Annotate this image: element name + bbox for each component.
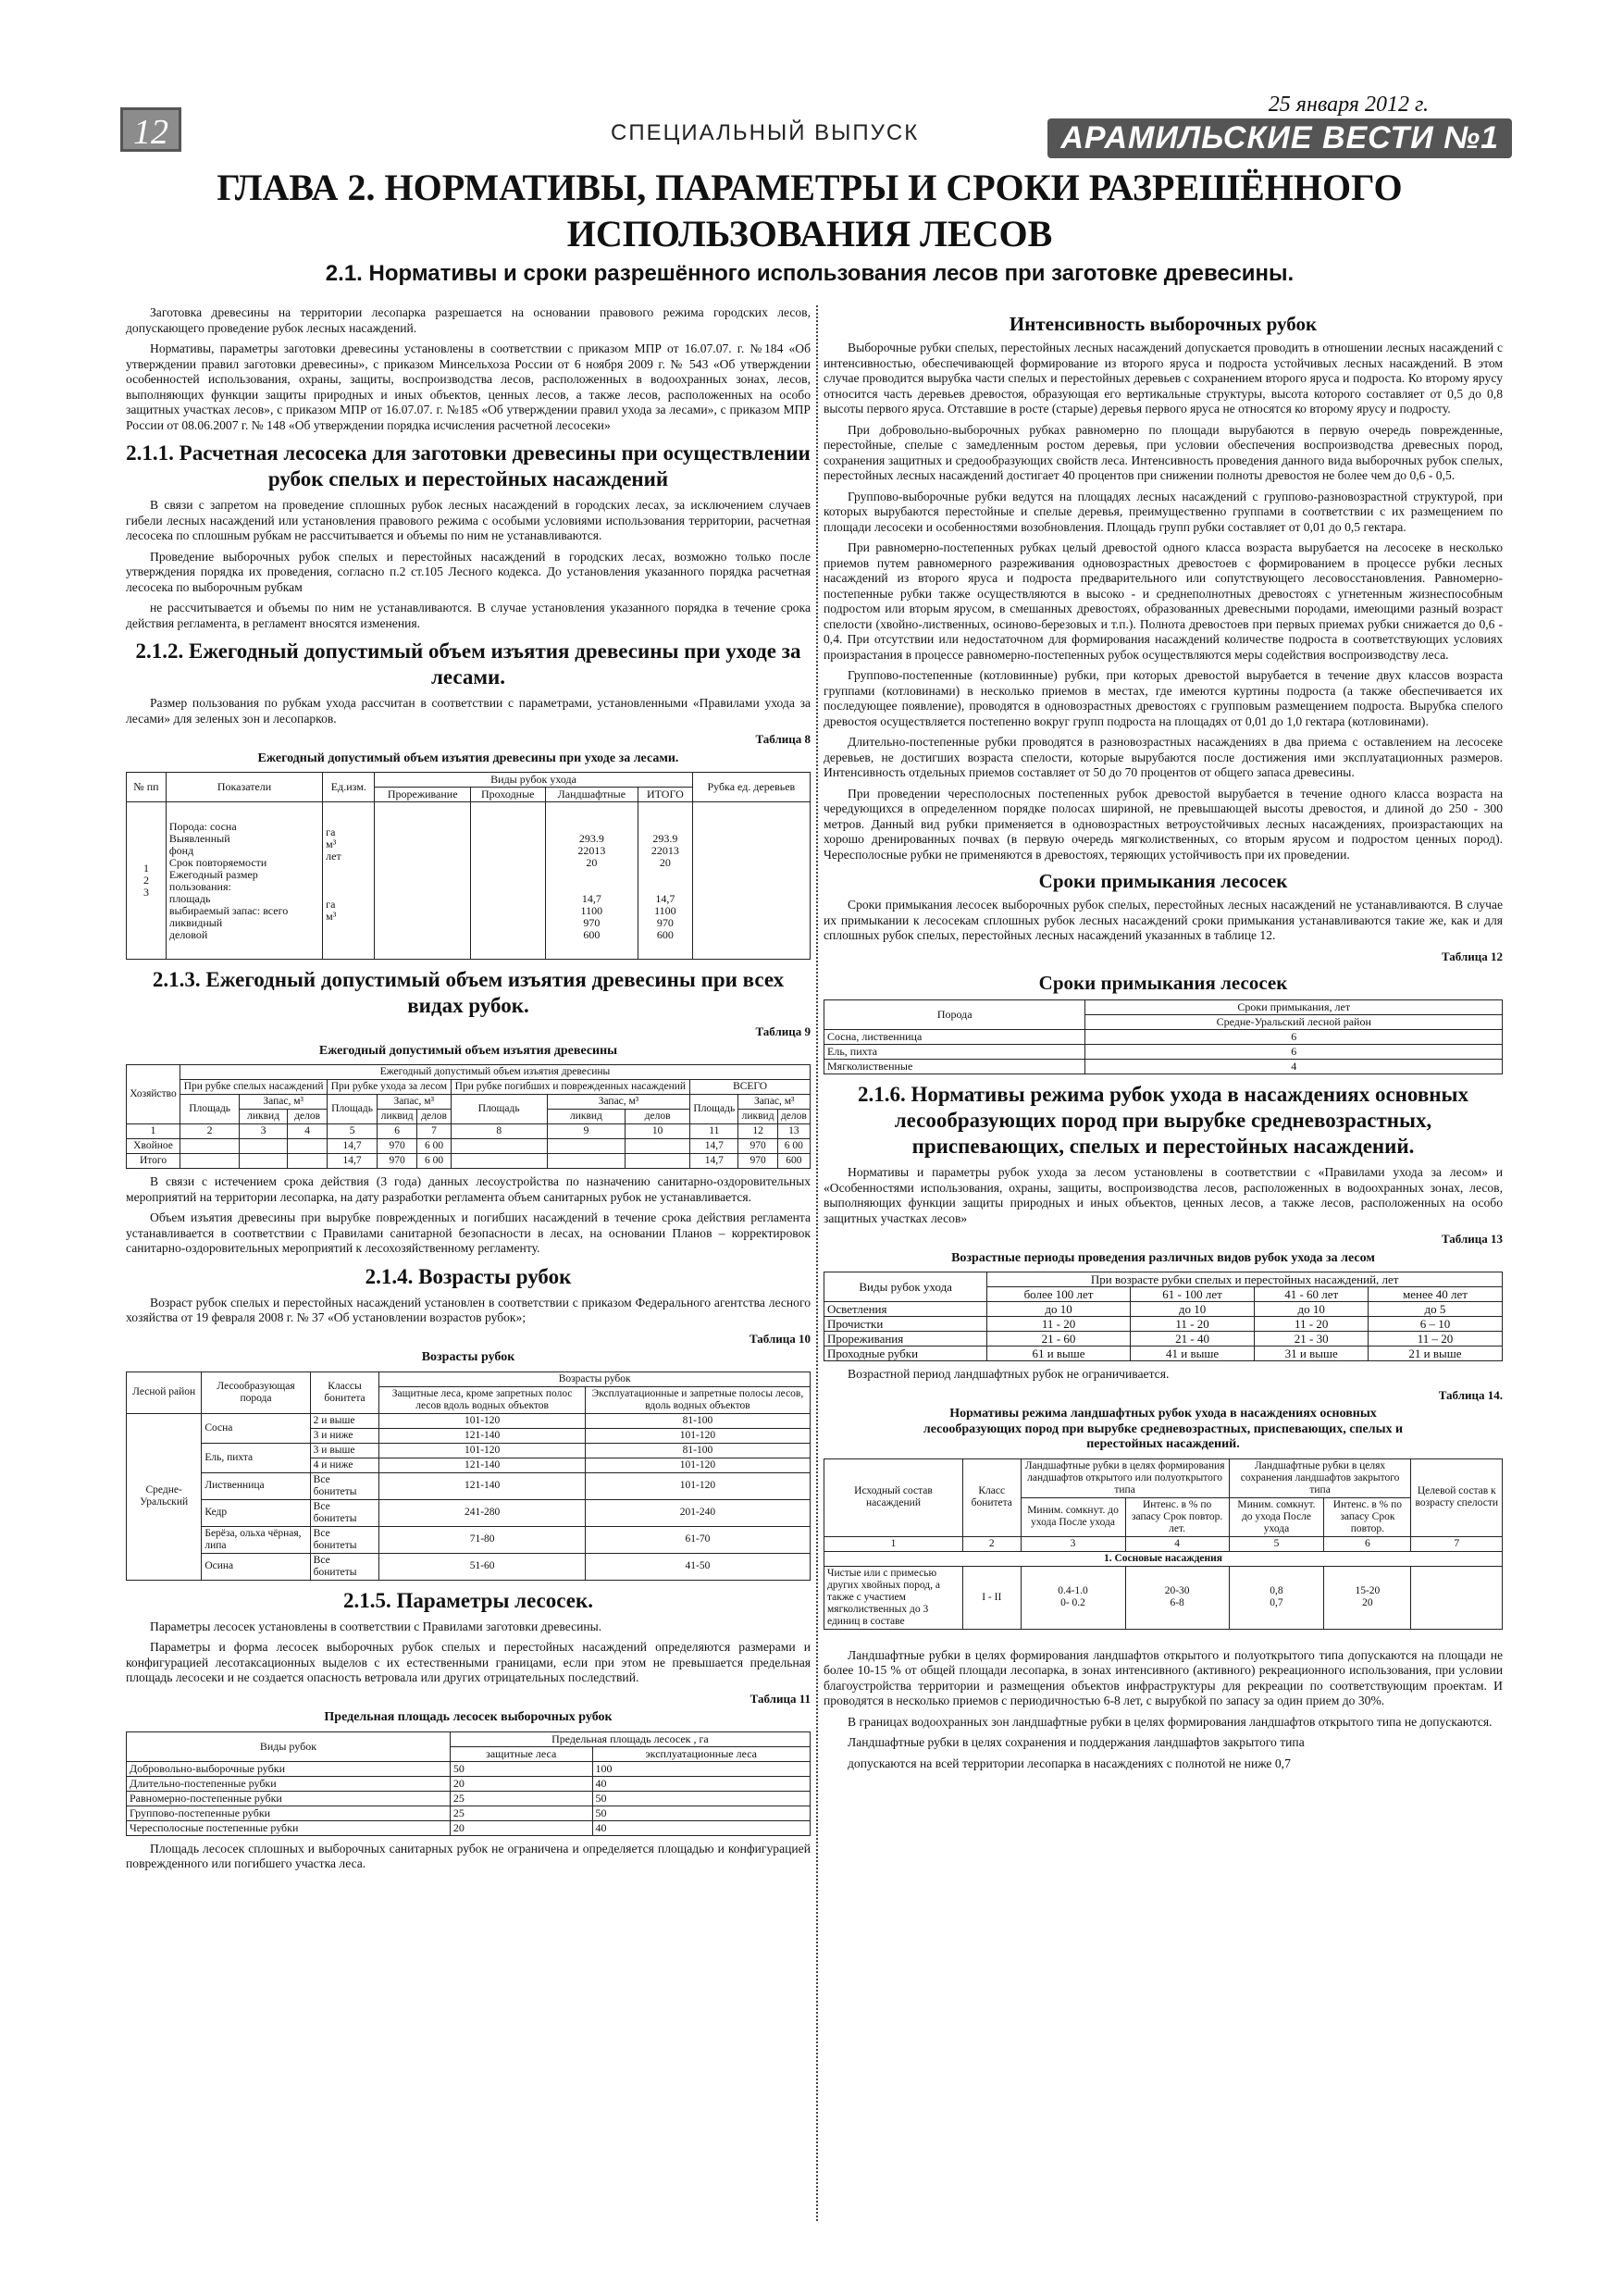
table-header: делов — [777, 1110, 810, 1124]
table-header: Лесной район — [127, 1371, 202, 1413]
table-cell: га м³ лет га м³ — [323, 802, 375, 960]
table-cell: 8 — [451, 1124, 547, 1139]
table-cell — [288, 1139, 328, 1154]
table-12 — [824, 999, 1503, 1074]
table-cell: 41-50 — [585, 1553, 810, 1580]
table-cell: 11 - 20 — [1130, 1317, 1255, 1332]
table-cell: 14,7 — [328, 1139, 378, 1154]
table-header: Хозяйство — [127, 1065, 180, 1124]
table-cell — [626, 1154, 690, 1169]
table-cell: 293.9 22013 20 14,7 1100 970 600 — [545, 802, 638, 960]
table-cell: 293.9 22013 20 14,7 1100 970 600 — [638, 802, 693, 960]
table-cell: 7 — [417, 1124, 451, 1139]
table-header: Эксплуатационные и запретные полосы лесов, вдоль водных объектов — [585, 1386, 810, 1413]
table-cell: 15-20 20 — [1324, 1566, 1411, 1629]
table-header: Предельная площадь лесосек , га — [450, 1731, 810, 1746]
paragraph: В границах водоохранных зон ландшафтные рубки в целях формирования ландшафтов открытого типа не допускаются. — [848, 1714, 1493, 1729]
paragraph: Группово-постепенные (котловинные) рубки, при которых древостой вырубается в течение двух классов возраста группами (котловинами) в несколько приемов в местах, где имеются куртины подроста (а также обеспечивается их последующее появление), проводятся в одновозрастных древостоях с групповым размещением подроста. Вырубка спелого древостоя осуществляется постепенно вокруг групп подроста на площадях от 0,01 до 1,0 гектара (котловинами). — [824, 668, 1503, 728]
table-cell: 101-120 — [585, 1458, 810, 1472]
paragraph: Длительно-постепенные рубки проводятся в разновозрастных насаждениях в два приема с оставлением на лесосеке деревьев, не достигших возраста спелости, которые вырубаются после достижения ими эксплуатационных размеров. Интенсивность отдельных приемов составляет от 50 до 70 процентов от общего запаса древесины. — [824, 735, 1503, 779]
table-header: делов — [626, 1110, 690, 1124]
subsection-heading: Интенсивность выборочных рубок — [1009, 313, 1318, 335]
table-cell: 21 и выше — [1368, 1347, 1502, 1361]
subsection-heading: 2.1.1. Расчетная лесосека для заготовки древесины при осуществлении рубок спелых и перестойных насаждений — [126, 441, 811, 490]
table-cell — [288, 1154, 328, 1169]
table-cell: 13 — [777, 1124, 810, 1139]
table-cell: до 10 — [1130, 1302, 1255, 1317]
table-cell: 2 — [963, 1536, 1022, 1551]
table-cell: 50 — [592, 1806, 810, 1820]
table-header: более 100 лет — [987, 1287, 1130, 1302]
table-header: Сроки примыкания, лет — [1085, 1000, 1503, 1015]
table-header: Площадь — [690, 1095, 738, 1124]
paragraph: При проведении чересполосных постепенных рубок древостой вырубается в течение одного класса возраста на чередующихся в определенном порядке полосах шириной, не превышающей высоты древостоя, и длиной до 250 - 300 метров. Данный вид рубки применяется в одновозрастных ветроустойчивых лесных насаждениях, произрастающих на хорошо дренированных почвах (в первую очередь мягколиственных, со вторым ярусом и подростом ценных пород). Чересполосные рубки не применяются в древостоях, теряющих устойчивость при их проведении. — [824, 786, 1503, 862]
paragraph: Ландшафтные рубки в целях формирования ландшафтов открытого и полуоткрытого типа допускаются на площади не более 10-15 % от общей площади лесопарка, в зонах интенсивного (активного) рекреационного использования, при условии благоустройства территории и размещения объектов инфраструктуры для рекреации по соответствующим проектам. И проводятся в несколько приемов с периодичностью 6-8 лет, с вырубкой по запасу за один прием до 30%. — [824, 1647, 1503, 1707]
table-cell: Мягколиственные — [824, 1060, 1085, 1074]
table-cell: 20 — [450, 1820, 592, 1835]
table-header: Запас, м³ — [738, 1095, 811, 1110]
table-cell: 6 00 — [417, 1139, 451, 1154]
table-9 — [126, 1064, 811, 1169]
table-cell: 3 и ниже — [310, 1428, 379, 1443]
table-cell: 41 и выше — [1130, 1347, 1255, 1361]
table-cell: 5 — [328, 1124, 378, 1139]
table-cell: 4 и ниже — [310, 1458, 379, 1472]
table-header: ВСЕГО — [690, 1080, 811, 1095]
table-header: Целевой состав к возрасту спелости — [1411, 1458, 1503, 1536]
paragraph: Заготовка древесины на территории лесопарка разрешается на основании правового режима городских лесов, допускающего проведение рубок лесных насаждений. — [126, 305, 811, 335]
table-header: ликвид — [738, 1110, 777, 1124]
table-cell: до 5 — [1368, 1302, 1502, 1317]
table-cell — [547, 1139, 625, 1154]
table-header: менее 40 лет — [1368, 1287, 1502, 1302]
table-header: Миним. сомкнут. до ухода После ухода — [1229, 1497, 1324, 1536]
table-label: Таблица 13 — [1441, 1232, 1503, 1246]
table-header: Площадь — [451, 1095, 547, 1124]
table-cell: Сосна — [202, 1413, 310, 1443]
table-cell: 11 - 20 — [1255, 1317, 1369, 1332]
table-14 — [824, 1458, 1503, 1630]
table-cell: Порода: сосна Выявленный фонд Срок повторяемости Ежегодный размер пользования: площадь выбираемый запас: всего ликвидный деловой — [166, 802, 322, 960]
table-cell: 50 — [592, 1791, 810, 1806]
paragraph: Выборочные рубки спелых, перестойных лесных насаждений допускается проводить в отношении лесных насаждений с интенсивностью, обеспечивающей формирование из второго яруса и подроста устойчивых лесных насаждений. В этом случае проводится вырубка части спелых и перестойных деревьев с сохранением второго яруса и подроста. Ко второму ярусу относится часть деревьев древостоя, образующая его вертикальные структуры, высота которого составляет от 0,5 до 0,8 высоты первого яруса. Отставшие в росте (старые) деревья первого яруса не относятся ко второму ярусу и подросту. — [824, 341, 1503, 416]
table-cell: 6 — [1085, 1030, 1503, 1045]
table-cell: 3 и выше — [310, 1443, 379, 1458]
table-header: При рубке спелых насаждений — [180, 1080, 328, 1095]
table-header: Показатели — [166, 773, 322, 802]
table-cell — [180, 1154, 240, 1169]
table-header: Миним. сомкнут. до ухода После ухода — [1021, 1497, 1125, 1536]
paragraph: Ландшафтные рубки в целях сохранения и поддержания ландшафтов закрытого типа — [848, 1735, 1305, 1749]
paragraph: Группово-выборочные рубки ведутся на площадях лесных насаждений с группово-разновозрастной структурой, при которых вырубаются перестойные и спелые деревья, преимущественно группами в соответствии с их размещением по площади лесосеки и особенностями возобновления. Площадь групп рубки составляет от 0,01 до 0,5 гектара. — [824, 489, 1503, 534]
table-cell: Прореживания — [824, 1332, 987, 1347]
table-cell: 0.4-1.0 0- 0.2 — [1021, 1566, 1125, 1629]
table-cell — [240, 1154, 288, 1169]
subsection-heading: 2.1.6. Нормативы режима рубок ухода в насаждениях основных лесообразующих пород при вырубке средневозрастных, приспевающих, спелых и перестойных насаждений. — [858, 1083, 1468, 1158]
table-cell: 6 — [1324, 1536, 1411, 1551]
paragraph: Возрастной период ландшафтных рубок не ограничивается. — [848, 1367, 1170, 1381]
table-header: Классы бонитета — [310, 1371, 379, 1413]
table-header: Ландшафтные рубки в целях сохранения ландшафтов закрытого типа — [1229, 1458, 1411, 1497]
table-cell: Равномерно-постепенные рубки — [127, 1791, 451, 1806]
table-cell: 12 — [738, 1124, 777, 1139]
table-cell: 600 — [777, 1154, 810, 1169]
table-cell: 20 — [450, 1776, 592, 1791]
table-label: Таблица 14. — [1438, 1387, 1503, 1402]
table-header: Интенс. в % по запасу Срок повтор. лет. — [1125, 1497, 1229, 1536]
table-caption: Возрастные периоды проведения различных видов рубок ухода за лесом — [951, 1250, 1375, 1265]
table-header: Класс бонитета — [963, 1458, 1022, 1536]
table-cell: 1 2 3 — [127, 802, 167, 960]
special-issue-label: СПЕЦИАЛЬНЫЙ ВЫПУСК — [611, 120, 920, 145]
table-caption: Предельная площадь лесосек выборочных рубок — [324, 1710, 613, 1724]
table-header: Лесообразующая порода — [202, 1371, 310, 1413]
table-cell: 4 — [1085, 1060, 1503, 1074]
table-cell: Средне-Уральский — [127, 1413, 202, 1580]
table-cell: 101-120 — [379, 1413, 586, 1428]
table-8 — [126, 772, 811, 960]
table-cell — [240, 1139, 288, 1154]
table-cell: 1 — [127, 1124, 180, 1139]
paragraph: Нормативы, параметры заготовки древесины установлены в соответствии с приказом МПР от 16.07.07. г. №184 «Об утверждении правил заготовки древесины», с приказом Минсельхоза России от 6 ноября 2009 г. № 543 «Об утверждении особенностей использования, охраны, защиты, воспроизводства лесов, расположенных в водоохранных зонах, лесов, выполняющих функции защиты природных и иных объектов, ценных лесов, а также лесов, расположенных на особо защитных участках лесов», с приказом МПР от 16.07.07. г. №185 «Об утверждении правил ухода за лесами», с приказом МПР России от 08.06.2007 г. № 148 «Об утверждении порядка исчисления расчетной лесосеки» — [126, 341, 811, 432]
table-header: ИТОГО — [638, 788, 693, 802]
table-caption: Возрасты рубок — [421, 1350, 515, 1364]
table-cell: Прочистки — [824, 1317, 987, 1332]
masthead-logo — [1047, 118, 1512, 158]
table-cell: 2 и выше — [310, 1413, 379, 1428]
table-cell: 25 — [450, 1791, 592, 1806]
table-cell: Осина — [202, 1553, 310, 1580]
masthead-title: АРАМИЛЬСКИЕ ВЕСТИ — [1060, 120, 1434, 155]
subsection-heading: Сроки примыкания лесосек — [1038, 870, 1288, 892]
table-cell: 970 — [377, 1139, 416, 1154]
table-cell: 51-60 — [379, 1553, 586, 1580]
table-header: Запас, м³ — [547, 1095, 689, 1110]
table-cell: Все бонитеты — [310, 1553, 379, 1580]
table-13 — [824, 1272, 1503, 1361]
table-cell: 10 — [626, 1124, 690, 1139]
paragraph: не рассчитывается и объемы по ним не устанавливаются. В случае установления указанного порядка в течение срока действия регламента, в регламент вносятся изменения. — [126, 601, 811, 630]
paragraph: Объем изъятия древесины при вырубке поврежденных и погибших насаждений в течение срока действия регламента устанавливается в соответствии с Правилами санитарной безопасности в лесах, на основании Планов – корректировок санитарно-оздоровительных мероприятий к лесохозяйственному регламенту. — [126, 1210, 811, 1255]
table-cell: 31 и выше — [1255, 1347, 1369, 1361]
table-header: ликвид — [547, 1110, 625, 1124]
table-caption: Сроки примыкания лесосек — [1038, 972, 1288, 994]
table-cell — [470, 802, 545, 960]
table-caption: Нормативы режима ландшафтных рубок ухода в насаждениях основных лесообразующих пород при вырубке средневозрастных, приспевающих, спелых и перестойных насаждений. — [923, 1407, 1404, 1451]
table-cell: 14,7 — [328, 1154, 378, 1169]
table-cell: 21 - 30 — [1255, 1332, 1369, 1347]
chapter-title: ГЛАВА 2. НОРМАТИВЫ, ПАРАМЕТРЫ И СРОКИ РАЗРЕШЁННОГО ИСПОЛЬЗОВАНИЯ ЛЕСОВ — [217, 167, 1403, 254]
table-header: Ландшафтные рубки в целях формирования ландшафтов открытого или полуоткрытого типа — [1021, 1458, 1229, 1497]
table-cell: Берёза, ольха чёрная, липа — [202, 1526, 310, 1553]
table-cell: 970 — [377, 1154, 416, 1169]
table-header: ликвид — [240, 1110, 288, 1124]
table-cell: 81-100 — [585, 1443, 810, 1458]
issue-number: №1 — [1443, 120, 1499, 155]
table-cell: 101-120 — [379, 1443, 586, 1458]
table-cell: Добровольно-выборочные рубки — [127, 1761, 451, 1776]
table-cell: Чересполосные постепенные рубки — [127, 1820, 451, 1835]
table-cell: Все бонитеты — [310, 1526, 379, 1553]
table-cell: 3 — [1021, 1536, 1125, 1551]
table-cell: 241-280 — [379, 1499, 586, 1526]
table-cell: 9 — [547, 1124, 625, 1139]
table-header: Проходные — [470, 788, 545, 802]
right-column — [824, 305, 1503, 1777]
table-cell: 2 — [180, 1124, 240, 1139]
table-cell: 21 - 60 — [987, 1332, 1130, 1347]
paragraph: Сроки примыкания лесосек выборочных рубок спелых, перестойных лесных насаждений не устанавливаются. В случае их примыкании к лесосекам сплошных рубок лесных насаждений сроки примыкания устанавливаются такие же, как и для сплошных рубок спелых, перестойных лесных насаждений указанных в таблице 12. — [824, 898, 1503, 942]
table-cell: Все бонитеты — [310, 1472, 379, 1499]
table-header: Площадь — [328, 1095, 378, 1124]
table-cell: 81-100 — [585, 1413, 810, 1428]
table-header: Ежегодный допустимый объем изъятия древесины — [180, 1065, 811, 1080]
paragraph: При равномерно-постепенных рубках целый древостой одного класса возраста вырубается на лесосеке в несколько приемов путем равномерного разреживания одновозрастных древостоев с формированием в процессе рубки лесных насаждений из второго яруса и подроста предварительного или сопутствующего лесовосстановления. Равномерно-постепенные рубки также осуществляются в высоко - и среднеполнотных древостоях с угнетенным жизнеспособным подростом или вторым ярусом, в смешанных древостоях, образованных древесными породами, имеющими разный возраст спелости (хвойно-лиственных, осиново-березовых и т.п.). Полнота древостоев при первых приемах рубки снижается до 0,6 - 0,4. При отсутствии или недостаточном для формирования насаждений количестве подроста в соответствующих условиях произрастания в процессе равномерно-постепенных рубок осуществляются меры содействия воспроизводству леса. — [824, 540, 1503, 662]
table-cell: Чистые или с примесью других хвойных пород, а также с участием мягколиственных до 3 единиц в составе — [824, 1566, 963, 1629]
table-header: Виды рубок ухода — [824, 1272, 987, 1302]
table-header: Ландшафтные — [545, 788, 638, 802]
table-header: делов — [288, 1110, 328, 1124]
table-header: Запас, м³ — [240, 1095, 328, 1110]
table-header: Рубка ед. деревьев — [692, 773, 810, 802]
table-cell: 6 – 10 — [1368, 1317, 1502, 1332]
table-cell: 40 — [592, 1820, 810, 1835]
table-cell: Проходные рубки — [824, 1347, 987, 1361]
table-cell: 121-140 — [379, 1428, 586, 1443]
table-cell: 121-140 — [379, 1458, 586, 1472]
table-cell: 7 — [1411, 1536, 1503, 1551]
table-cell: Лиственница — [202, 1472, 310, 1499]
table-cell: 50 — [450, 1761, 592, 1776]
table-cell: 121-140 — [379, 1472, 586, 1499]
paragraph: В связи с запретом на проведение сплошных рубок лесных насаждений в городских лесах, за исключением случаев гибели лесных насаждений или установления правового режима с особыми условиями использования территории, расчетная лесосека по сплошным рубкам не рассчитывается и объемы по ним не устанавливаются. — [126, 498, 811, 542]
table-header: При рубке погибших и поврежденных насаждений — [451, 1080, 690, 1095]
paragraph: Параметры и форма лесосек выборочных рубок спелых и перестойных насаждений определяются размерами и конфигурацией лесотаксационных выделов с их естественными границами, если при этом не превышается предельная площадь лесосеки и не создается опасность ветровала или других отрицательных последствий. — [126, 1640, 811, 1684]
table-cell: Сосна, лиственница — [824, 1030, 1085, 1045]
table-header: ликвид — [377, 1110, 416, 1124]
subsection-heading: 2.1.4. Возрасты рубок — [365, 1264, 572, 1288]
table-cell — [451, 1139, 547, 1154]
subsection-heading: 2.1.3. Ежегодный допустимый объем изъятия древесины при всех видах рубок. — [152, 968, 785, 1017]
table-cell: 14,7 — [690, 1139, 738, 1154]
paragraph: Нормативы и параметры рубок ухода за лесом установлены в соответствии с «Правилами ухода за лесом» и «Особенностями использования, охраны, защиты, воспроизводства лесов, расположенных в водоохранных зонах, лесов, выполняющих функции защиты природных и иных объектов, ценных лесов, а также лесов, расположенных на особо защитных участках лесов» — [824, 1165, 1503, 1225]
paragraph: Площадь лесосек сплошных и выборочных санитарных рубок не ограничена и определяется площадью и конфигурацией поврежденного или погибшего участка леса. — [126, 1841, 811, 1870]
table-header: При рубке ухода за лесом — [328, 1080, 451, 1095]
table-cell: Все бонитеты — [310, 1499, 379, 1526]
table-cell: 6 00 — [777, 1139, 810, 1154]
table-cell: Кедр — [202, 1499, 310, 1526]
table-cell: Итого — [127, 1154, 180, 1169]
table-header: Исходный состав насаждений — [824, 1458, 963, 1536]
table-header: Средне-Уральский лесной район — [1085, 1015, 1503, 1030]
table-cell: Хвойное — [127, 1139, 180, 1154]
table-cell: 970 — [738, 1154, 777, 1169]
paragraph: Параметры лесосек установлены в соответствии с Правилами заготовки древесины. — [150, 1619, 602, 1633]
table-cell: 0,8 0,7 — [1229, 1566, 1324, 1629]
table-cell — [180, 1139, 240, 1154]
table-cell: I - II — [963, 1566, 1022, 1629]
table-cell: до 10 — [987, 1302, 1130, 1317]
table-cell: 71-80 — [379, 1526, 586, 1553]
paragraph: Размер пользования по рубкам ухода рассчитан в соответствии с параметрами, установленными «Правилами ухода за лесами» для зеленых зон и лесопарков. — [126, 696, 811, 726]
table-label: Таблица 9 — [755, 1024, 811, 1038]
table-cell: 6 — [1085, 1045, 1503, 1060]
page-number: 12 — [120, 107, 181, 152]
table-cell: 201-240 — [585, 1499, 810, 1526]
table-cell: Осветления — [824, 1302, 987, 1317]
table-cell: Ель, пихта — [202, 1443, 310, 1472]
table-header: Прореживание — [375, 788, 470, 802]
table-cell: 61-70 — [585, 1526, 810, 1553]
table-cell: 100 — [592, 1761, 810, 1776]
paragraph: допускаются на всей территории лесопарка в насаждениях с полнотой не ниже 0,7 — [848, 1756, 1291, 1770]
table-header: 41 - 60 лет — [1255, 1287, 1369, 1302]
table-label: Таблица 12 — [1441, 949, 1503, 963]
table-cell: 970 — [738, 1139, 777, 1154]
table-cell: 40 — [592, 1776, 810, 1791]
table-caption: Ежегодный допустимый объем изъятия древесины — [318, 1043, 618, 1058]
table-header: Ед.изм. — [323, 773, 375, 802]
table-header: При возрасте рубки спелых и перестойных насаждений, лет — [987, 1272, 1503, 1287]
table-cell: до 10 — [1255, 1302, 1369, 1317]
table-cell — [1411, 1566, 1503, 1629]
table-header: Запас, м³ — [377, 1095, 451, 1110]
table-header: защитные леса — [450, 1746, 592, 1761]
table-header: № пп — [127, 773, 167, 802]
table-cell: 20-30 6-8 — [1125, 1566, 1229, 1629]
table-cell: 6 — [377, 1124, 416, 1139]
table-cell: 21 - 40 — [1130, 1332, 1255, 1347]
table-cell: Длительно-постепенные рубки — [127, 1776, 451, 1791]
table-cell: Ель, пихта — [824, 1045, 1085, 1060]
table-caption: Ежегодный допустимый объем изъятия древесины при уходе за лесами. — [257, 751, 679, 765]
subsection-heading: 2.1.2. Ежегодный допустимый объем изъятия древесины при уходе за лесами. — [135, 639, 801, 689]
table-label: Таблица 11 — [750, 1691, 811, 1706]
table-cell: 1. Сосновые насаждения — [824, 1551, 1503, 1566]
table-header: Виды рубок ухода — [375, 773, 692, 788]
table-cell: 1 — [824, 1536, 963, 1551]
table-header: делов — [417, 1110, 451, 1124]
table-cell: 14,7 — [690, 1154, 738, 1169]
table-cell: 5 — [1229, 1536, 1324, 1551]
table-cell: 3 — [240, 1124, 288, 1139]
table-header: Площадь — [180, 1095, 240, 1124]
table-cell: 11 — [690, 1124, 738, 1139]
table-header: Порода — [824, 1000, 1085, 1030]
table-cell: 61 и выше — [987, 1347, 1130, 1361]
table-label: Таблица 8 — [755, 732, 811, 746]
table-label: Таблица 10 — [749, 1331, 811, 1346]
table-cell — [626, 1139, 690, 1154]
table-10 — [126, 1371, 811, 1581]
table-cell: 4 — [1125, 1536, 1229, 1551]
subsection-heading: 2.1.5. Параметры лесосек. — [343, 1588, 593, 1612]
section-title: 2.1. Нормативы и сроки разрешённого использования лесов при заготовке древесины. — [325, 261, 1295, 286]
issue-date: 25 января 2012 г. — [1268, 93, 1429, 117]
table-header: Защитные леса, кроме запретных полос лесов вдоль водных объектов — [379, 1386, 586, 1413]
table-header: Интенс. в % по запасу Срок повтор. — [1324, 1497, 1411, 1536]
table-cell: 101-120 — [585, 1472, 810, 1499]
table-cell: 25 — [450, 1806, 592, 1820]
table-cell: 11 – 20 — [1368, 1332, 1502, 1347]
table-header: эксплуатационные леса — [592, 1746, 810, 1761]
paragraph: Возраст рубок спелых и перестойных насаждений установлен в соответствии с приказом Федерального агентства лесного хозяйства от 19 февраля 2008 г. № 37 «Об установлении возрастов рубок»; — [126, 1295, 811, 1324]
table-cell: 101-120 — [585, 1428, 810, 1443]
table-11 — [126, 1731, 811, 1836]
paragraph: Проведение выборочных рубок спелых и перестойных насаждений в городских лесах, возможно только после утверждения порядка их проведения, согласно п.2 ст.105 Лесного кодекса. До установления указанного порядка расчетная лесосека по выборочным рубкам — [126, 549, 811, 594]
table-cell: Группово-постепенные рубки — [127, 1806, 451, 1820]
table-cell: 6 00 — [417, 1154, 451, 1169]
paragraph: В связи с истечением срока действия (3 года) данных лесоустройства по назначению санитарно-оздоровительных мероприятий на территории лесопарка, на дату разработки регламента объем санитарных рубок не устанавливается. — [126, 1174, 811, 1204]
left-column — [126, 305, 811, 1878]
table-header: 61 - 100 лет — [1130, 1287, 1255, 1302]
table-header: Виды рубок — [127, 1731, 451, 1761]
table-cell — [375, 802, 470, 960]
table-cell: 11 - 20 — [987, 1317, 1130, 1332]
table-cell: 4 — [288, 1124, 328, 1139]
column-divider — [816, 305, 818, 2221]
table-cell — [547, 1154, 625, 1169]
table-cell — [451, 1154, 547, 1169]
table-cell — [692, 802, 810, 960]
table-header: Возрасты рубок — [379, 1371, 811, 1386]
paragraph: При добровольно-выборочных рубках равномерно по площади вырубаются в первую очередь поврежденные, перестойные, спелые с замедленным ростом деревья, при условии обеспечения воспроизводства древесных пород, сохранения защитных и средообразующих свойств леса. Интенсивность проведения данного вида выборочных рубок спелых, перестойных лесных насаждений достигает 40 процентов при снижении полноты древостоя не более чем до 0,6 - 0,5. — [824, 422, 1503, 482]
